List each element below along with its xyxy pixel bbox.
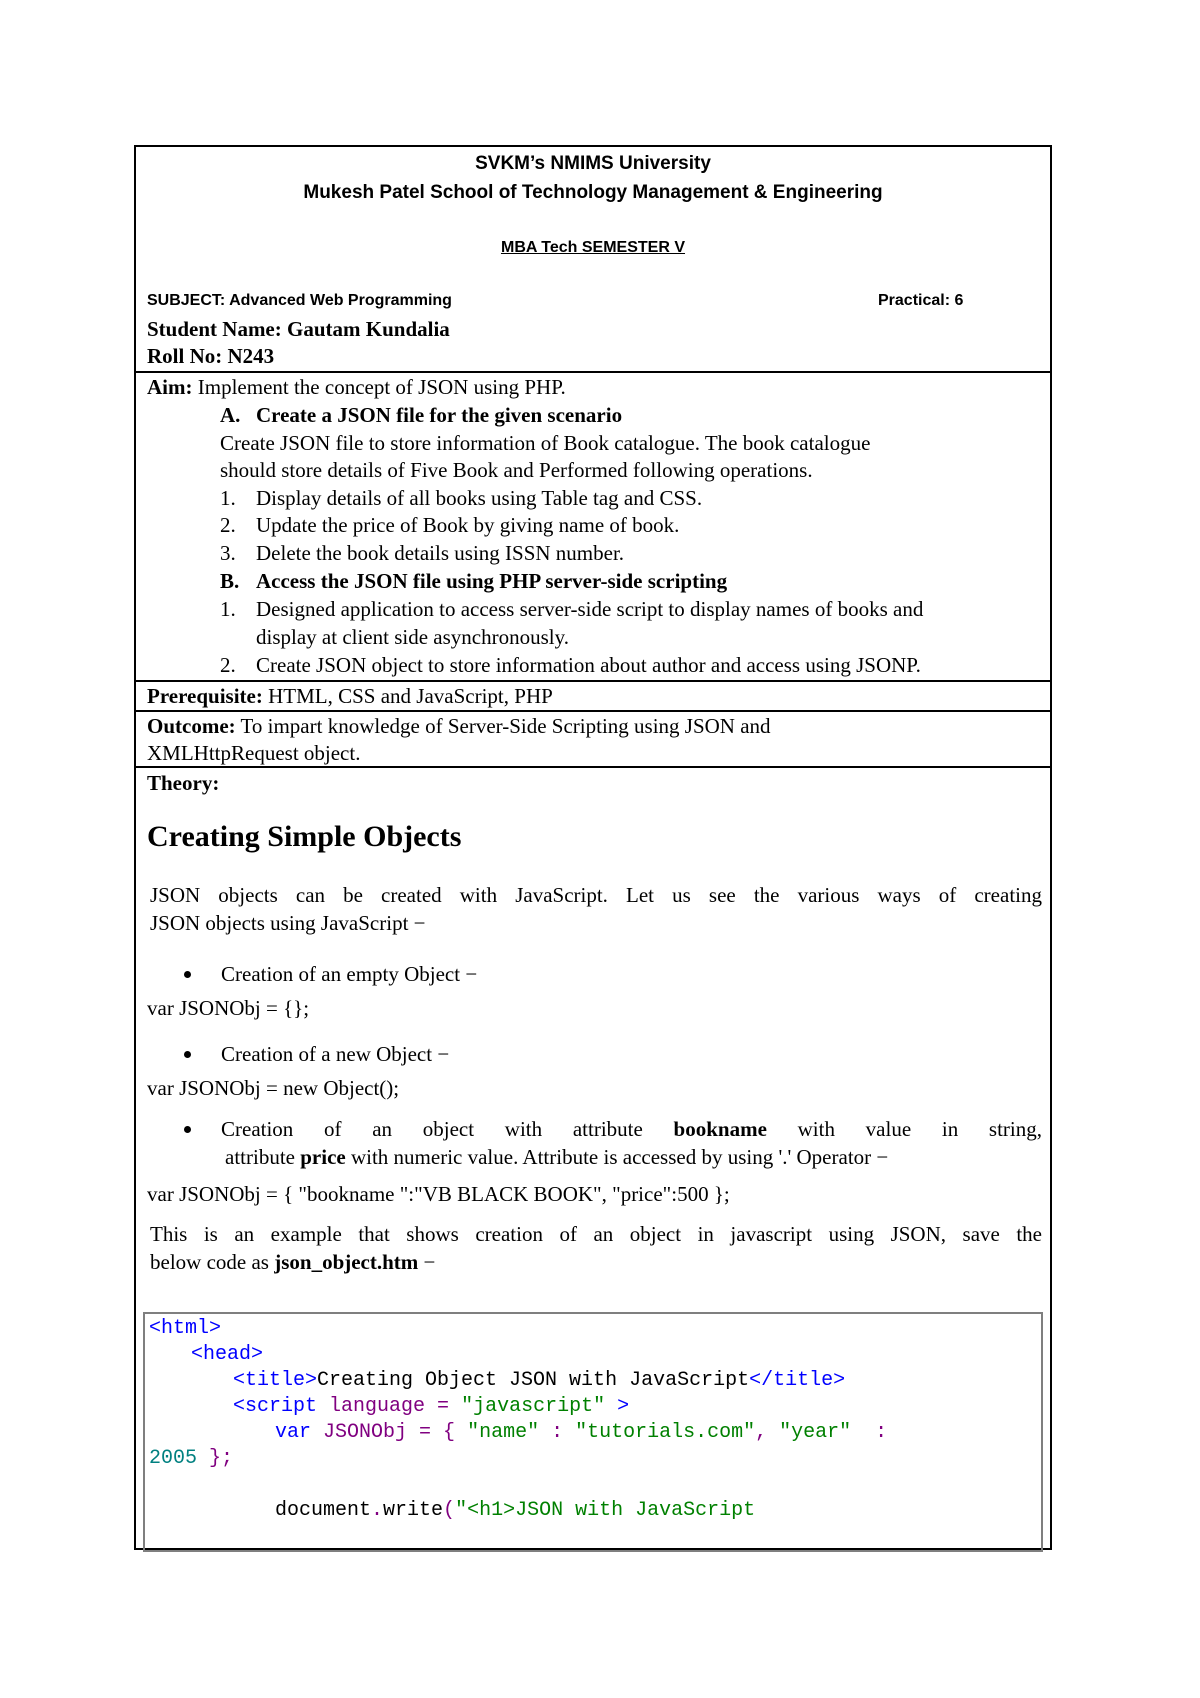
bullet-icon: [184, 971, 191, 978]
section-a-desc-1: Create JSON file to store information of Book catalogue. The book catalogue: [220, 431, 871, 455]
code-paren: (: [443, 1499, 456, 1522]
code-script-open: <script: [233, 1395, 318, 1418]
section-a-item-num: 1.: [220, 486, 236, 510]
prerequisite-label: Prerequisite:: [147, 684, 263, 708]
school-name: Mukesh Patel School of Technology Management & Engineering: [303, 182, 883, 203]
code-comma: ,: [755, 1421, 780, 1444]
section-b-marker: B.: [220, 569, 240, 593]
code-value-tutorials: "tutorials.com": [575, 1421, 756, 1444]
code-dot: .: [371, 1499, 384, 1522]
semester-label: MBA Tech SEMESTER V: [500, 239, 686, 256]
roll-number-label: Roll No:: [147, 344, 228, 368]
section-a-title: Create a JSON file for the given scenario: [256, 403, 623, 427]
roll-number: N243: [227, 344, 275, 368]
code-colon: :: [539, 1421, 576, 1444]
code-empty-object: var JSONObj = {};: [147, 996, 310, 1020]
code-write-string: "<h1>JSON with JavaScript: [455, 1499, 756, 1522]
bullet-attr-price: price: [300, 1145, 346, 1169]
example-line-1: This is an example that shows creation of an object in javascript using JSON, save the: [150, 1222, 1042, 1246]
theory-section: [136, 768, 1050, 1548]
aim-line: [147, 374, 566, 400]
example-filename: json_object.htm: [274, 1250, 419, 1274]
code-new-object: var JSONObj = new Object();: [147, 1076, 400, 1100]
code-head-tag: <head>: [191, 1343, 264, 1366]
outcome-label: Outcome:: [147, 714, 236, 738]
bullet-attr-bookname: bookname: [673, 1117, 767, 1141]
code-attr-object: var JSONObj = { "bookname ":"VB BLACK BOOK", "price":500 };: [147, 1182, 730, 1206]
theory-heading: Creating Simple Objects: [147, 820, 462, 853]
section-b-item-1-line-1: Designed application to access server-side script to display names of books and: [256, 597, 924, 621]
student-name: Gautam Kundalia: [287, 317, 450, 341]
section-b-title: Access the JSON file using PHP server-side scripting: [256, 569, 728, 593]
document-header: [136, 147, 1050, 373]
outcome-section: [136, 712, 1050, 768]
document-frame: [134, 145, 1052, 1550]
theory-intro-2: JSON objects using JavaScript −: [150, 911, 426, 935]
bullet-attr-text: attribute: [225, 1145, 301, 1169]
code-colon: :: [851, 1421, 888, 1444]
outcome-line-1: [147, 713, 771, 739]
code-title-open: <title>: [233, 1369, 318, 1392]
outcome-text: To impart knowledge of Server-Side Scripting using JSON and: [235, 714, 771, 738]
section-a-item: Update the price of Book by giving name of book.: [256, 513, 680, 537]
bullet-icon: [184, 1126, 191, 1133]
section-b-item-2: Create JSON object to store information about author and access using JSONP.: [256, 653, 921, 677]
code-html-tag: <html>: [149, 1317, 222, 1340]
code-script-eq: =: [437, 1395, 462, 1418]
code-line-3: [233, 1368, 845, 1394]
section-a-item-num: 3.: [220, 541, 236, 565]
section-b-item-1-line-2: display at client side asynchronously.: [256, 625, 569, 649]
bullet-attr-object-1: [221, 1115, 1042, 1143]
student-name-line: [147, 317, 450, 342]
code-var-eq: = {: [419, 1421, 468, 1444]
section-a-item: Delete the book details using ISSN number.: [256, 541, 625, 565]
university-name: SVKM’s NMIMS University: [475, 153, 711, 174]
section-b-item-num: 2.: [220, 653, 236, 677]
code-script-attr: language: [317, 1395, 438, 1418]
code-line-7: [275, 1498, 755, 1524]
code-document-obj: document: [275, 1499, 372, 1522]
subject-label: SUBJECT: Advanced Web Programming: [147, 292, 452, 309]
bullet-icon: [184, 1051, 191, 1058]
prerequisite-line: [147, 683, 553, 709]
code-key-year: "year": [779, 1421, 852, 1444]
code-close-brace: };: [197, 1447, 234, 1470]
code-var-kw: var: [275, 1421, 312, 1444]
code-block: [143, 1312, 1043, 1552]
bullet-empty-object: Creation of an empty Object −: [221, 962, 478, 986]
code-script-val: "javascript": [461, 1395, 606, 1418]
code-script-close: >: [605, 1395, 630, 1418]
outcome-line-2: XMLHttpRequest object.: [147, 741, 361, 765]
aim-section: [136, 373, 1050, 682]
bullet-attr-text: with numeric value. Attribute is accessed by using '.' Operator −: [345, 1145, 889, 1169]
code-key-name: "name": [467, 1421, 540, 1444]
code-title-text: Creating Object JSON with JavaScript: [317, 1369, 750, 1392]
bullet-attr-text: with value in string,: [766, 1117, 1042, 1141]
practical-number: Practical: 6: [878, 292, 964, 309]
code-title-close: </title>: [749, 1369, 846, 1392]
code-year-value: 2005: [149, 1447, 198, 1470]
code-line-4: [233, 1394, 629, 1420]
bullet-attr-object-2: [225, 1143, 888, 1171]
bullet-new-object: Creation of a new Object −: [221, 1042, 450, 1066]
aim-label: Aim:: [147, 375, 193, 399]
aim-text: Implement the concept of JSON using PHP.: [192, 375, 566, 399]
roll-number-line: [147, 344, 274, 369]
code-line-5: [275, 1420, 887, 1446]
prerequisite-text: HTML, CSS and JavaScript, PHP: [262, 684, 553, 708]
prerequisite-section: [136, 682, 1050, 712]
code-line-1: [149, 1316, 221, 1342]
student-name-label: Student Name:: [147, 317, 287, 341]
section-a-desc-2: should store details of Five Book and Performed following operations.: [220, 458, 813, 482]
example-text: −: [418, 1250, 436, 1274]
code-write-fn: write: [383, 1499, 444, 1522]
code-line-6: [149, 1446, 233, 1472]
section-b-item-num: 1.: [220, 597, 236, 621]
example-line-2: [150, 1248, 435, 1276]
section-a-marker: A.: [220, 403, 241, 427]
example-text: below code as: [150, 1250, 275, 1274]
code-var-name: JSONObj: [311, 1421, 420, 1444]
bullet-attr-text: Creation of an object with attribute: [221, 1117, 674, 1141]
code-line-2: [191, 1342, 263, 1368]
section-a-item-num: 2.: [220, 513, 236, 537]
theory-label: Theory:: [147, 771, 220, 795]
section-a-item: Display details of all books using Table tag and CSS.: [256, 486, 703, 510]
theory-intro-1: JSON objects can be created with JavaScript. Let us see the various ways of creating: [150, 883, 1042, 907]
